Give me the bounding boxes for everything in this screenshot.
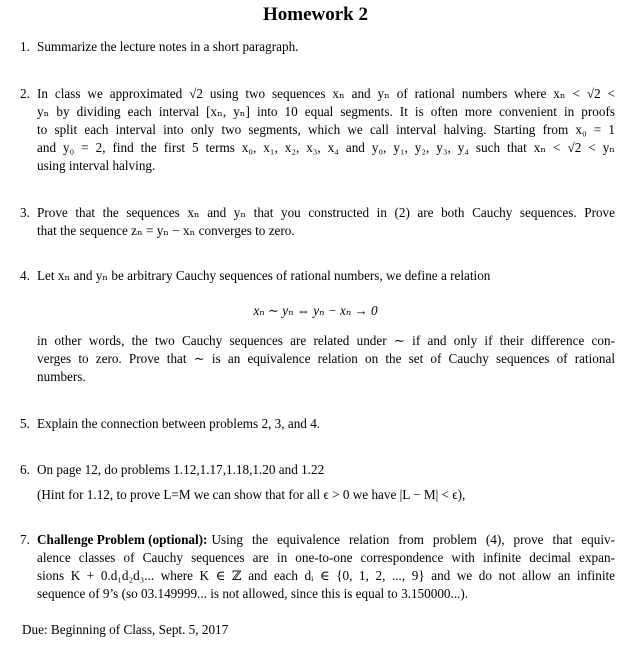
due-date: Due: Beginning of Class, Sept. 5, 2017 [22,622,229,637]
problem-2-number: 2. [20,86,30,101]
problem-5-text: Explain the connection between problems 2, 3, and 4. [37,416,321,431]
problem-6-hint: (Hint for 1.12, to prove L=M we can show that for all ϵ > 0 we have |L − M| < ϵ), [37,487,466,502]
problem-1-number: 1. [20,39,30,54]
problem-4-line: verges to zero. Prove that ∼ is an equivalence relation on the set of Cauchy sequences of rational [37,351,615,366]
problem-7-line: sequence of 9’s (so 03.149999... is not allowed, since this is equal to 3.150000...). [37,586,469,601]
problem-1-text: Summarize the lecture notes in a short paragraph. [37,39,299,54]
problem-7-line: sions K + 0.d₁d₂d₃... where K ∈ ℤ and each dᵢ ∈ {0, 1, 2, ..., 9} and we do not allow an infinite [37,568,615,583]
problem-4-number: 4. [20,268,30,283]
problem-3-line: Prove that the sequences xₙ and yₙ that you constructed in (2) are both Cauchy sequences. Prove [37,205,615,220]
problem-2-line: using interval halving. [37,158,156,173]
problem-5-number: 5. [20,416,30,431]
problem-4-formula: xₙ ∼ yₙ ⇔ yₙ − xₙ → 0 [253,303,378,318]
problem-2-line: yₙ by dividing each interval [xₙ, yₙ] into 10 equal segments. It is often more convenient in proofs [37,104,615,119]
problem-7-line: alence classes of Cauchy sequences are in one-to-one correspondence with infinite decimal expan- [37,550,615,565]
problem-4-line: Let xₙ and yₙ be arbitrary Cauchy sequences of rational numbers, we define a relation [37,268,491,283]
problem-6-number: 6. [20,462,30,477]
problem-7-line-text: Using the equivalence relation from problem (4), prove that equiv- [211,532,615,547]
problem-4-line: in other words, the two Cauchy sequences are related under ∼ if and only if their difference con- [37,333,615,348]
problem-7-line [37,532,615,548]
problem-7-number: 7. [20,532,30,547]
problem-2-line: In class we approximated √2 using two sequences xₙ and yₙ of rational numbers where xₙ < √2 < [37,86,615,101]
page-title: Homework 2 [262,4,368,25]
problem-3-line: that the sequence zₙ = yₙ − xₙ converges to zero. [37,223,295,238]
problem-4-line: numbers. [37,369,86,384]
problem-2-line: to split each interval into only two segments, which we call interval halving. Starting from x₀ = 1 [37,122,615,137]
problem-2-line: and y₀ = 2, find the first 5 terms x₀, x₁, x₂, x₃, x₄ and y₀, y₁, y₂, y₃, y₄ such that xₙ < √2 < yₙ [37,140,615,155]
problem-6-line: On page 12, do problems 1.12,1.17,1.18,1.20 and 1.22 [37,462,325,477]
problem-3-number: 3. [20,205,30,220]
challenge-label: Challenge Problem (optional): [37,532,208,547]
